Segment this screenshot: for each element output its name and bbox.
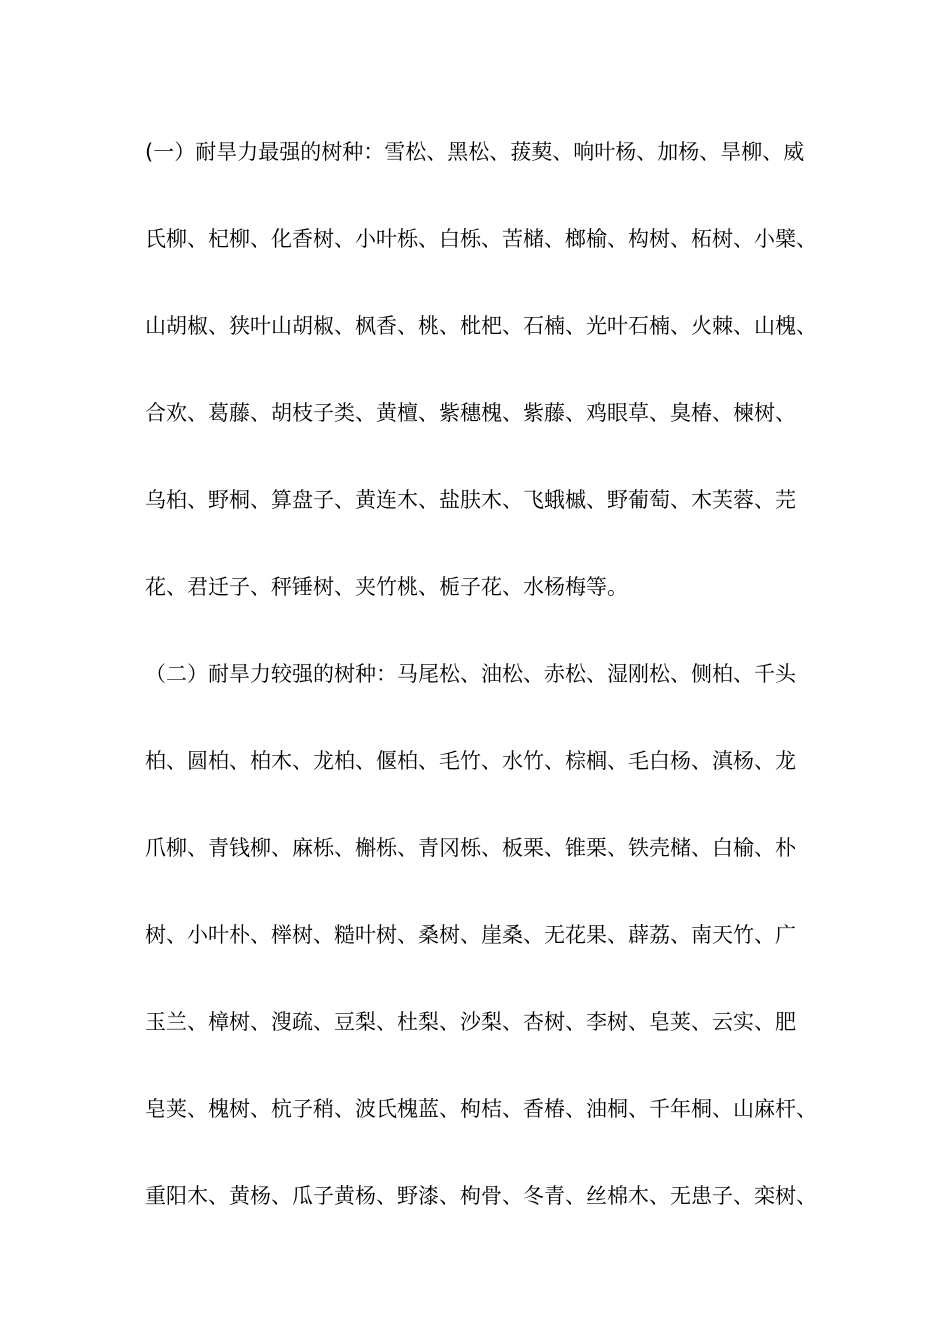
- text-line-3: 山胡椒、狭叶山胡椒、枫香、桃、枇杷、石楠、光叶石楠、火棘、山槐、: [145, 314, 817, 338]
- text-line-12: 皂荚、槐树、杭子稍、波氏槐蓝、枸桔、香椿、油桐、千年桐、山麻杆、: [145, 1097, 817, 1121]
- text-line-13: 重阳木、黄杨、瓜子黄杨、野漆、枸骨、冬青、丝棉木、无患子、栾树、: [145, 1184, 817, 1208]
- text-line-8: 柏、圆柏、柏木、龙柏、偃柏、毛竹、水竹、棕榈、毛白杨、滇杨、龙: [145, 749, 796, 773]
- text-line-6: 花、君迁子、秤锤树、夹竹桃、栀子花、水杨梅等。: [145, 575, 628, 599]
- text-line-9: 爪柳、青钱柳、麻栎、槲栎、青冈栎、板栗、锥栗、铁壳槠、白榆、朴: [145, 836, 796, 860]
- text-line-5: 乌桕、野桐、算盘子、黄连木、盐肤木、飞蛾槭、野葡萄、木芙蓉、芫: [145, 488, 796, 512]
- body-text: [145, 130, 815, 1261]
- text-line-4: 合欢、葛藤、胡枝子类、黄檀、紫穗槐、紫藤、鸡眼草、臭椿、楝树、: [145, 401, 796, 425]
- text-line-2: 氏柳、杞柳、化香树、小叶栎、白栎、苦槠、榔榆、构树、柘树、小檗、: [145, 227, 817, 251]
- text-line-7: （二）耐旱力较强的树种：马尾松、油松、赤松、湿刚松、侧柏、千头: [145, 662, 796, 686]
- text-line-1: (一）耐旱力最强的树种：雪松、黑松、菝葜、响叶杨、加杨、旱柳、威: [145, 140, 805, 164]
- text-line-10: 树、小叶朴、榉树、糙叶树、桑树、崖桑、无花果、薜荔、南天竹、广: [145, 923, 796, 947]
- text-line-11: 玉兰、樟树、溲疏、豆梨、杜梨、沙梨、杏树、李树、皂荚、云实、肥: [145, 1010, 796, 1034]
